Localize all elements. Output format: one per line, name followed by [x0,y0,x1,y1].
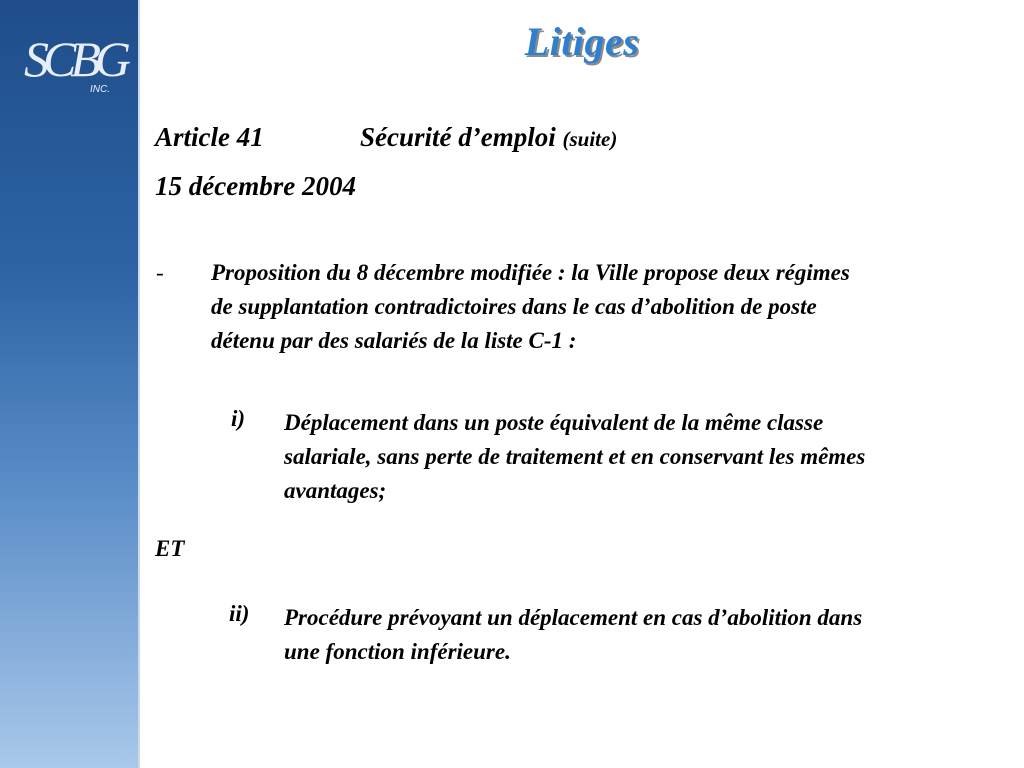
item-i-marker: i) [231,406,246,431]
item-i-paragraph [284,406,1014,508]
article-heading [155,122,617,153]
article-subject: Sécurité d’emploi [360,122,556,152]
proposal-paragraph [211,256,1011,358]
article-number: Article 41 [155,122,264,152]
sidebar-divider [138,0,140,768]
item-ii-line-2: une fonction inférieure. [284,639,511,664]
item-ii-paragraph [284,601,1014,669]
slide-title-text: Litiges [524,19,640,64]
item-i-line-3: avantages; [284,478,387,503]
svg-text:INC.: INC. [90,84,110,95]
svg-text:SCBG: SCBG [24,31,125,87]
proposal-line-3: détenu par des salariés de la liste C-1 : [211,328,577,353]
bullet-dash: - [156,260,164,285]
article-suite: (suite) [562,127,618,151]
slide-title [0,18,1024,65]
proposal-line-2: de supplantation contradictoires dans le cas d’abolition de poste [211,294,817,319]
sidebar-band [0,0,140,768]
connector-et: ET [155,536,185,561]
item-i-line-1: Déplacement dans un poste équivalent de la même classe [284,410,824,435]
proposal-line-1: Proposition du 8 décembre modifiée : la Ville propose deux régimes [211,260,850,285]
item-ii-marker: ii) [229,601,250,626]
item-ii-line-1: Procédure prévoyant un déplacement en cas d’abolition dans [284,605,863,630]
item-i-line-2: salariale, sans perte de traitement et en conservant les mêmes [284,444,866,469]
heading-date: 15 décembre 2004 [155,171,356,201]
